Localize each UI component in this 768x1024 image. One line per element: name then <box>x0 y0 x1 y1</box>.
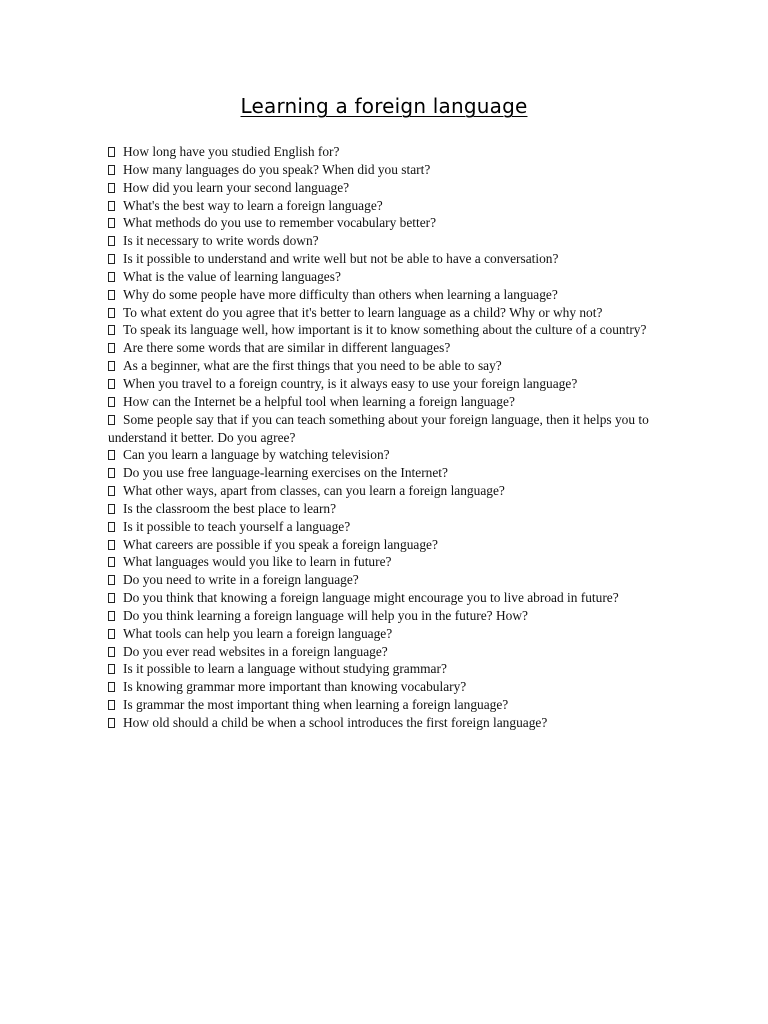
empty-square-bullet-icon <box>108 379 115 389</box>
question-item <box>108 518 668 536</box>
question-item <box>108 464 668 482</box>
empty-square-bullet-icon <box>108 629 115 639</box>
empty-square-bullet-icon <box>108 593 115 603</box>
question-item <box>108 375 668 393</box>
question-item <box>108 143 668 161</box>
question-item <box>108 625 668 643</box>
empty-square-bullet-icon <box>108 254 115 264</box>
question-item <box>108 500 668 518</box>
question-text: Is it possible to teach yourself a language? <box>123 518 351 534</box>
empty-square-bullet-icon <box>108 611 115 621</box>
question-text: Can you learn a language by watching television? <box>123 447 390 463</box>
empty-square-bullet-icon <box>108 165 115 175</box>
question-text: What methods do you use to remember vocabulary better? <box>123 215 437 231</box>
empty-square-bullet-icon <box>108 557 115 567</box>
question-item <box>108 446 668 464</box>
empty-square-bullet-icon <box>108 290 115 300</box>
question-item <box>108 660 668 678</box>
empty-square-bullet-icon <box>108 397 115 407</box>
question-item <box>108 714 668 732</box>
question-text: What languages would you like to learn in future? <box>123 554 392 570</box>
question-text: Are there some words that are similar in different languages? <box>123 340 451 356</box>
question-item <box>108 678 668 696</box>
empty-square-bullet-icon <box>108 308 115 318</box>
empty-square-bullet-icon <box>108 201 115 211</box>
question-text: Do you ever read websites in a foreign language? <box>123 643 388 659</box>
question-text: Is the classroom the best place to learn? <box>123 500 337 516</box>
question-text: How can the Internet be a helpful tool when learning a foreign language? <box>123 393 515 409</box>
question-text: To what extent do you agree that it's better to learn language as a child? Why or why not? <box>123 304 603 320</box>
question-text: What careers are possible if you speak a foreign language? <box>123 536 438 552</box>
question-item <box>108 304 668 322</box>
question-item <box>108 589 668 607</box>
empty-square-bullet-icon <box>108 682 115 692</box>
question-item <box>108 321 668 339</box>
empty-square-bullet-icon <box>108 272 115 282</box>
question-item <box>108 214 668 232</box>
question-list <box>108 143 668 732</box>
question-item <box>108 411 668 447</box>
question-item <box>108 482 668 500</box>
question-item <box>108 393 668 411</box>
empty-square-bullet-icon <box>108 236 115 246</box>
question-text: How old should a child be when a school introduces the first foreign language? <box>123 715 548 730</box>
question-item <box>108 536 668 554</box>
question-text: Do you use free language-learning exercises on the Internet? <box>123 465 448 481</box>
question-item <box>108 357 668 375</box>
question-item <box>108 197 668 215</box>
question-text: How did you learn your second language? <box>123 179 350 195</box>
empty-square-bullet-icon <box>108 415 115 425</box>
question-text: Some people say that if you can teach something about your foreign language, then it helps you to understand it better. Do you agree? <box>108 411 649 445</box>
question-text: What's the best way to learn a foreign language? <box>123 197 383 213</box>
question-text: To speak its language well, how important is it to know something about the culture of a country? <box>123 322 647 338</box>
empty-square-bullet-icon <box>108 647 115 657</box>
question-item <box>108 339 668 357</box>
empty-square-bullet-icon <box>108 450 115 460</box>
empty-square-bullet-icon <box>108 468 115 478</box>
question-text: What tools can help you learn a foreign language? <box>123 625 393 641</box>
question-text: How long have you studied English for? <box>123 144 340 159</box>
empty-square-bullet-icon <box>108 343 115 353</box>
empty-square-bullet-icon <box>108 718 115 728</box>
question-text: What other ways, apart from classes, can you learn a foreign language? <box>123 483 505 499</box>
empty-square-bullet-icon <box>108 486 115 496</box>
question-text: Is it possible to understand and write well but not be able to have a conversation? <box>123 251 559 267</box>
empty-square-bullet-icon <box>108 575 115 585</box>
question-text: Is grammar the most important thing when learning a foreign language? <box>123 697 509 713</box>
empty-square-bullet-icon <box>108 218 115 228</box>
empty-square-bullet-icon <box>108 664 115 674</box>
empty-square-bullet-icon <box>108 361 115 371</box>
question-item <box>108 179 668 197</box>
question-item <box>108 268 668 286</box>
question-text: Do you need to write in a foreign language? <box>123 572 359 588</box>
empty-square-bullet-icon <box>108 700 115 710</box>
empty-square-bullet-icon <box>108 183 115 193</box>
question-text: Is knowing grammar more important than knowing vocabulary? <box>123 679 467 695</box>
question-text: As a beginner, what are the first things that you need to be able to say? <box>123 358 502 374</box>
question-text: What is the value of learning languages? <box>123 268 341 284</box>
question-item <box>108 161 668 179</box>
question-item <box>108 571 668 589</box>
question-item <box>108 286 668 304</box>
question-text: Is it necessary to write words down? <box>123 233 319 249</box>
question-item <box>108 643 668 661</box>
empty-square-bullet-icon <box>108 504 115 514</box>
question-item <box>108 250 668 268</box>
question-text: When you travel to a foreign country, is it always easy to use your foreign language? <box>123 375 578 391</box>
question-item <box>108 553 668 571</box>
question-text: Is it possible to learn a language without studying grammar? <box>123 661 447 677</box>
question-text: Why do some people have more difficulty than others when learning a language? <box>123 286 558 302</box>
question-text: Do you think learning a foreign language will help you in the future? How? <box>123 607 528 623</box>
question-item <box>108 232 668 250</box>
document-title: Learning a foreign language <box>240 94 528 118</box>
empty-square-bullet-icon <box>108 325 115 335</box>
empty-square-bullet-icon <box>108 540 115 550</box>
question-item <box>108 607 668 625</box>
question-item <box>108 696 668 714</box>
empty-square-bullet-icon <box>108 522 115 532</box>
question-text: How many languages do you speak? When did you start? <box>123 161 431 177</box>
empty-square-bullet-icon <box>108 147 115 157</box>
question-text: Do you think that knowing a foreign language might encourage you to live abroad in future? <box>123 590 619 606</box>
